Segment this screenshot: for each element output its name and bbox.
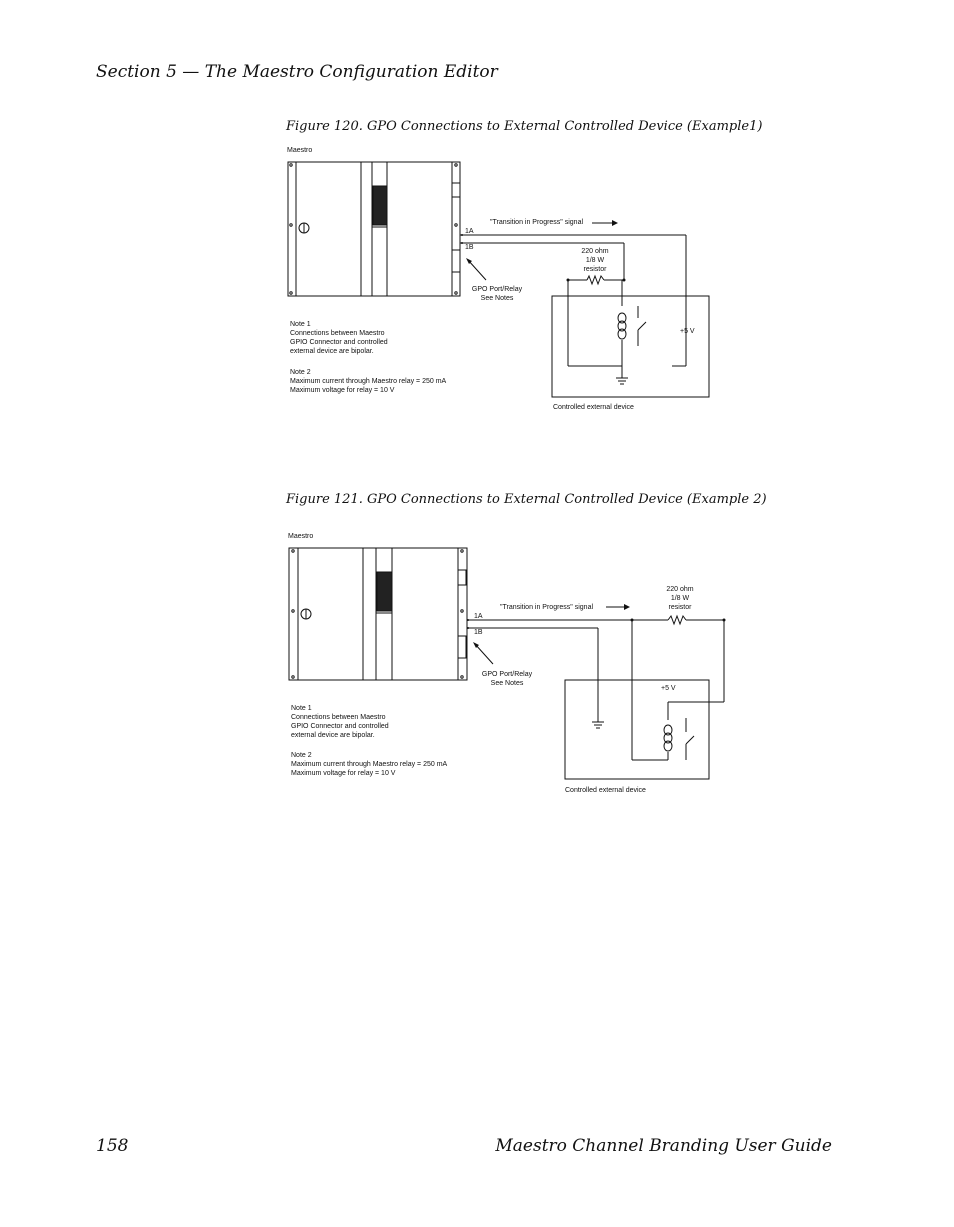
resistor-label: resistor	[583, 266, 607, 273]
note-line: Connections between Maestro	[291, 714, 386, 721]
voltage-label: +5 V	[661, 685, 676, 692]
ground-symbol	[592, 722, 604, 728]
note-line: GPIO Connector and controlled	[290, 339, 388, 346]
document-title: Maestro Channel Branding User Guide	[495, 1136, 832, 1156]
figure-120-caption: Figure 120. GPO Connections to External Controlled Device (Example1)	[286, 119, 763, 134]
note-line: GPIO Connector and controlled	[291, 723, 389, 730]
port-1a-label: 1A	[474, 613, 483, 620]
note-line: Note 1	[291, 705, 312, 712]
resistor-label: resistor	[668, 604, 692, 611]
note-line: Note 2	[290, 369, 311, 376]
relay-coil-symbol	[664, 725, 672, 751]
note-line: Maximum current through Maestro relay = 250 mA	[290, 378, 447, 385]
controlled-device-box	[565, 680, 709, 779]
maestro-chassis	[289, 548, 467, 680]
display-panel	[377, 572, 392, 611]
note-line: Note 1	[290, 321, 311, 328]
maestro-label: Maestro	[288, 533, 314, 540]
resistor-label: 220 ohm	[581, 248, 609, 255]
resistor-label: 220 ohm	[666, 586, 694, 593]
port-1a-label: 1A	[465, 228, 474, 235]
port-1b-label: 1B	[474, 629, 483, 636]
resistor-symbol	[668, 616, 686, 624]
gpo-label: See Notes	[480, 295, 514, 302]
page-number: 158	[96, 1136, 129, 1156]
maestro-label: Maestro	[287, 147, 313, 154]
note-line: external device are bipolar.	[290, 348, 374, 355]
resistor-label: 1/8 W	[670, 595, 690, 602]
gpo-label: GPO Port/Relay	[471, 286, 523, 293]
note-line: Maximum current through Maestro relay = 250 mA	[291, 761, 448, 768]
note-line: Note 2	[291, 752, 312, 759]
gpo-label: See Notes	[490, 680, 524, 687]
section-header: Section 5 — The Maestro Configuration Editor	[96, 62, 498, 82]
device-label: Controlled external device	[565, 787, 646, 794]
note-line: Connections between Maestro	[290, 330, 385, 337]
port-1b-label: 1B	[465, 244, 474, 251]
signal-label: "Transition in Progress" signal	[500, 604, 594, 611]
note-line: Maximum voltage for relay = 10 V	[291, 770, 396, 777]
figure-121-caption: Figure 121. GPO Connections to External Controlled Device (Example 2)	[286, 492, 767, 507]
signal-label: "Transition in Progress" signal	[490, 219, 584, 226]
gpo-label: GPO Port/Relay	[481, 671, 533, 678]
device-label: Controlled external device	[553, 404, 634, 411]
note-line: Maximum voltage for relay = 10 V	[290, 387, 395, 394]
switch-symbol	[686, 736, 694, 744]
note-line: external device are bipolar.	[291, 732, 375, 739]
resistor-label: 1/8 W	[585, 257, 605, 264]
voltage-label: +5 V	[680, 328, 695, 335]
